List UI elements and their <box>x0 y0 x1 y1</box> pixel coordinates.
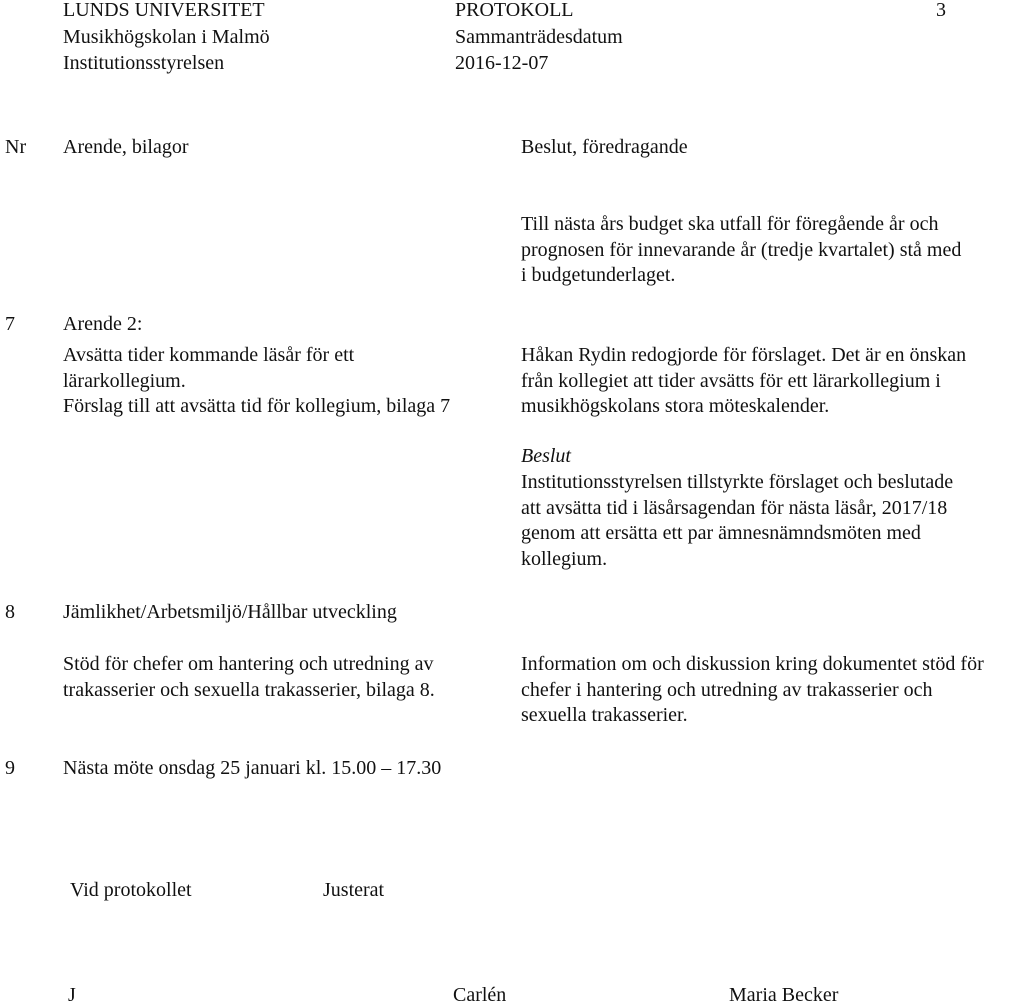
item-title: Jämlikhet/Arbetsmiljö/Hållbar utveckling <box>63 601 397 623</box>
text-line: Institutionsstyrelsen tillstyrkte förslaget och beslutade <box>521 471 954 493</box>
text-line: trakasserier och sexuella trakasserier, bilaga 8. <box>63 678 435 701</box>
meeting-date: 2016-12-07 <box>455 52 549 74</box>
beslut-heading: Beslut <box>521 445 571 467</box>
meeting-date-label: Sammanträdesdatum <box>455 26 623 48</box>
text-line: Förslag till att avsätta tid för kollegium, bilaga 7 <box>63 395 451 417</box>
verified-by-label: Justerat <box>323 879 385 901</box>
text-line: lärarkollegium. <box>63 369 186 392</box>
verifier-name-1: Carlén <box>453 984 507 1006</box>
text-line: Håkan Rydin redogjorde för förslaget. Det är en önskan <box>521 344 967 366</box>
text-line: i budgetunderlaget. <box>521 264 676 286</box>
column-header-decision: Beslut, föredragande <box>521 136 688 158</box>
item-matter <box>63 343 450 420</box>
text-line: Till nästa års budget ska utfall för föregående år och <box>521 213 939 235</box>
column-header-nr: Nr <box>5 136 27 158</box>
verifier-name-2: Maria Becker <box>729 984 839 1006</box>
document-type: PROTOKOLL <box>455 0 574 21</box>
text-line: musikhögskolans stora möteskalender. <box>521 395 830 417</box>
board-name: Institutionsstyrelsen <box>63 52 225 74</box>
item-number: 8 <box>5 601 15 623</box>
item-number: 7 <box>5 313 15 335</box>
item-matter <box>63 652 435 703</box>
secretary-name: J <box>68 984 76 1006</box>
recorded-by-label: Vid protokollet <box>70 879 192 901</box>
text-line: prognosen för innevarande år (tredje kvartalet) stå med <box>521 238 962 261</box>
item-number: 9 <box>5 757 15 779</box>
school-name: Musikhögskolan i Malmö <box>63 26 270 48</box>
text-line: Information om och diskussion kring dokumentet stöd för <box>521 653 984 675</box>
university-name: LUNDS UNIVERSITET <box>63 0 265 21</box>
page-number: 3 <box>936 0 946 21</box>
beslut-text <box>521 470 953 572</box>
text-line: kollegium. <box>521 547 608 570</box>
text-line: att avsätta tid i läsårsagendan för nästa läsår, 2017/18 <box>521 496 948 519</box>
text-line: chefer i hantering och utredning av trakasserier och <box>521 678 933 701</box>
item-title: Nästa möte onsdag 25 januari kl. 15.00 – 17.30 <box>63 757 442 779</box>
text-line: Stöd för chefer om hantering och utredning av <box>63 653 434 675</box>
continuation-text <box>521 212 961 289</box>
item-decision <box>521 652 1024 729</box>
item-title: Arende 2: <box>63 313 143 335</box>
text-line: Avsätta tider kommande läsår för ett <box>63 344 355 366</box>
text-line: från kollegiet att tider avsätts för ett lärarkollegium i <box>521 369 941 392</box>
column-header-matter: Arende, bilagor <box>63 136 189 158</box>
text-line: genom att ersätta ett par ämnesnämndsmöten med <box>521 522 921 544</box>
text-line: sexuella trakasserier. <box>521 704 688 726</box>
item-decision <box>521 343 966 420</box>
